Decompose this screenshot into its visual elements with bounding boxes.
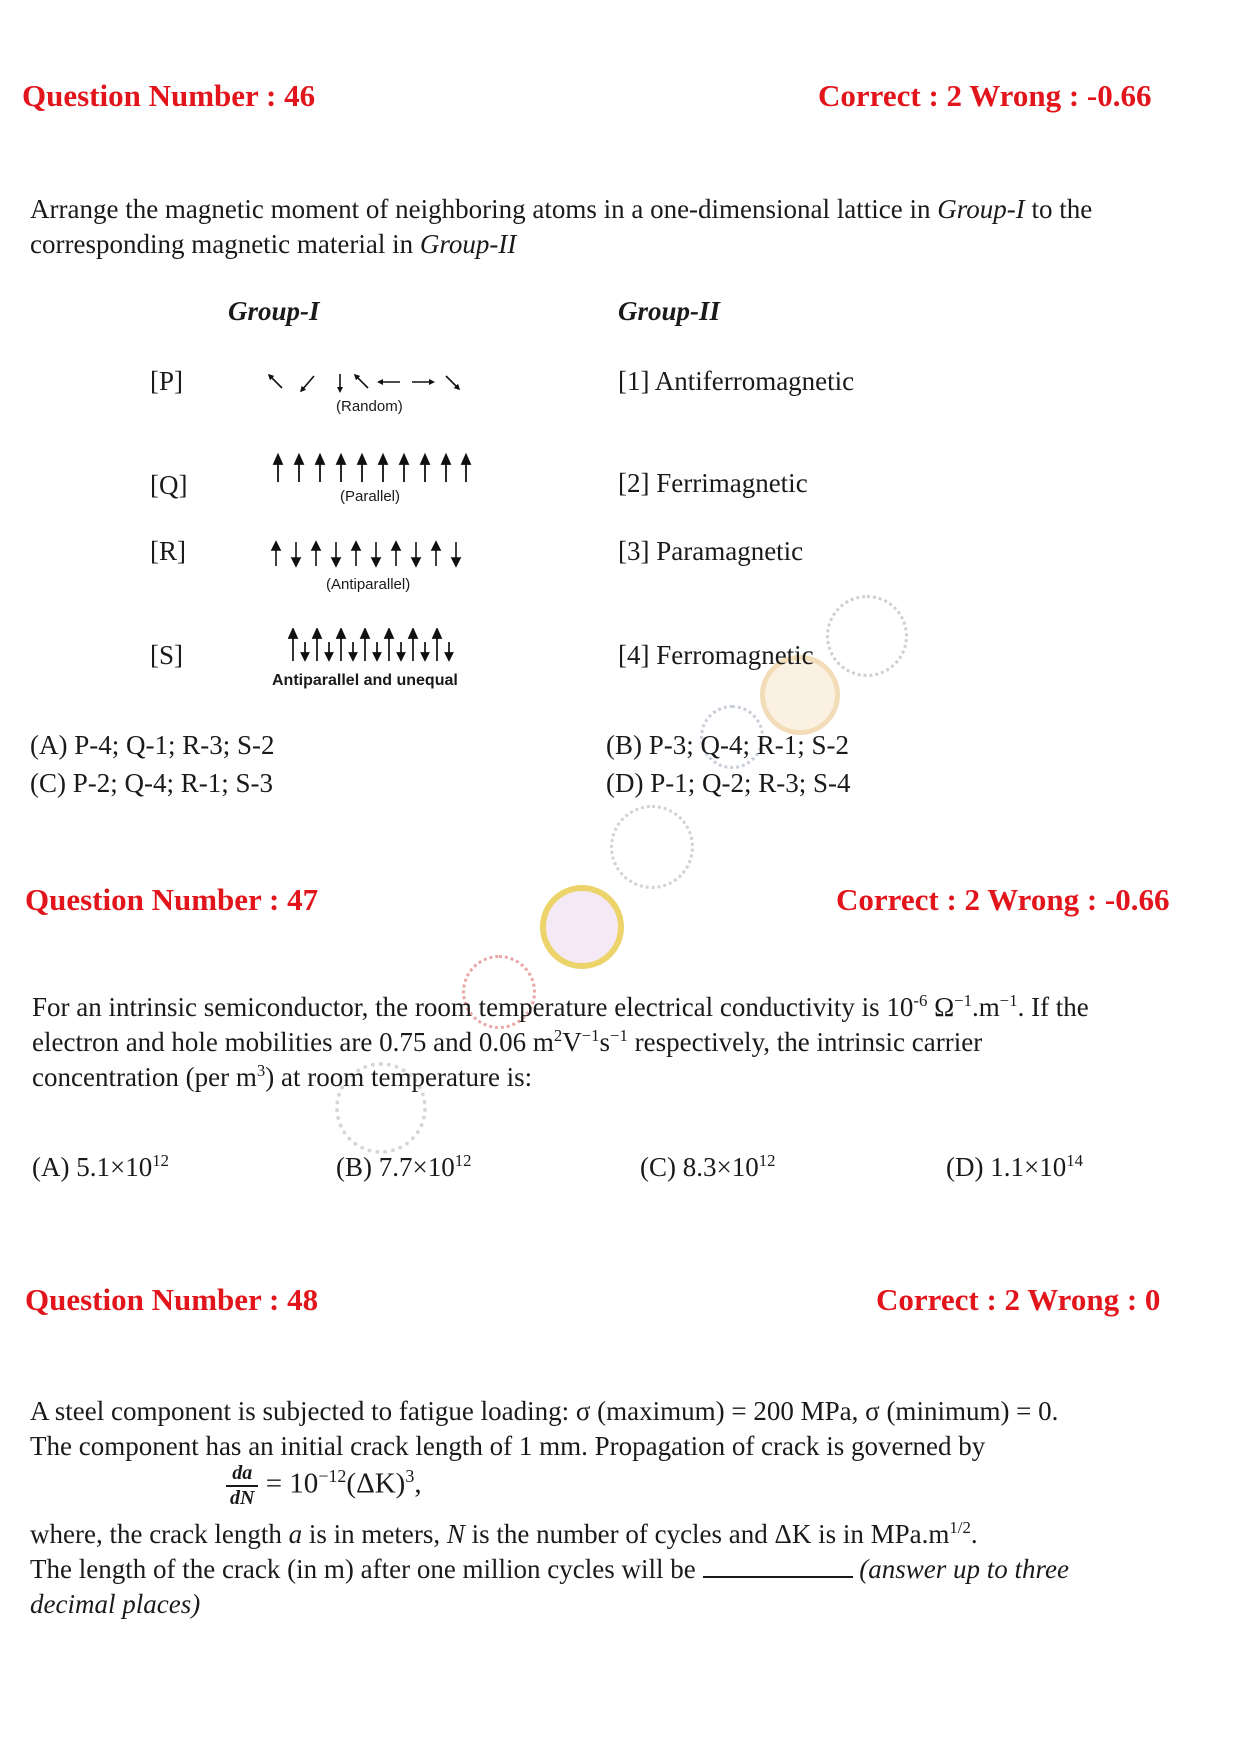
antiparallel-unequal-arrows-icon <box>288 628 464 664</box>
group-2-header: Group-II <box>618 296 721 326</box>
marks-48: Correct : 2 Wrong : 0 <box>876 1282 1161 1317</box>
q47-option-c[interactable]: (C) $8.3\times 10^{12}$ <box>640 1151 776 1182</box>
watermark-seal-icon <box>610 805 694 889</box>
question-number-46: Question Number : 46 <box>22 78 316 113</box>
row-label-p: [P] <box>150 366 183 396</box>
group-2-item-2: [2] Ferrimagnetic <box>618 468 808 498</box>
answer-blank[interactable] <box>703 1554 853 1578</box>
question-number-48: Question Number : 48 <box>25 1282 319 1317</box>
question-number-47: Question Number : 47 <box>25 882 319 917</box>
da-dn-fraction: $\frac{da}{dN}$ <box>226 1462 258 1510</box>
row-label-r: [R] <box>150 536 186 566</box>
row-label-s: [S] <box>150 640 183 670</box>
parallel-arrows-icon <box>270 452 475 486</box>
marks-46: Correct : 2 Wrong : -0.66 <box>818 78 1152 113</box>
row-label-q: [Q] <box>150 470 188 500</box>
crack-growth-equation: $\frac{da}{dN}$ = $10^{-12}(\Delta K)^3$, <box>226 1462 422 1510</box>
marks-47: Correct : 2 Wrong : -0.66 <box>836 882 1170 917</box>
caption-parallel: (Parallel) <box>340 488 401 505</box>
q47-option-b[interactable]: (B) $7.7\times 10^{12}$ <box>336 1151 472 1182</box>
antiparallel-arrows-icon <box>270 540 475 570</box>
q47-option-a[interactable]: (A) $5.1\times 10^{12}$ <box>32 1151 169 1182</box>
group-1-header: Group-I <box>228 296 320 326</box>
watermark-seal-icon <box>540 885 624 969</box>
question-47-stem: For an intrinsic semiconductor, the room temperature electrical conductivity is $10^{-6}$ $\Omega^{-1}.m^{-1}$. If the electron and hole mobilities are 0.75 and 0.06 $m^2V^{-1}s^{-1}$ respectively, the intrinsic carrier concentration (per $m^3$) at room temperature is: <box>32 991 1089 1092</box>
q46-option-a[interactable]: (A) P-4; Q-1; R-3; S-2 <box>30 730 275 760</box>
group-2-item-4: [4] Ferromagnetic <box>618 640 814 670</box>
watermark-seal-icon <box>826 595 908 677</box>
group-2-item-1: [1] Antiferromagnetic <box>618 366 855 396</box>
q46-option-b[interactable]: (B) P-3; Q-4; R-1; S-2 <box>606 730 849 760</box>
q46-option-d[interactable]: (D) P-1; Q-2; R-3; S-4 <box>606 768 851 798</box>
caption-antiparallel-unequal: Antiparallel and unequal <box>272 672 458 689</box>
question-48-stem-cont: where, the crack length a is in meters, N is the number of cycles and ΔK is in $MPa.m^{1/2}$. The length of the crack (in m) after one million cycles will be (answer up to three decimal places) <box>30 1518 1069 1619</box>
question-46-stem: Arrange the magnetic moment of neighboring atoms in a one-dimensional lattice in Group-I to the corresponding magnetic material in Group-II <box>30 194 1093 259</box>
caption-random: (Random) <box>336 398 403 415</box>
group-2-item-3: [3] Paramagnetic <box>618 536 804 566</box>
question-48-stem: A steel component is subjected to fatigue loading: σ (maximum) = 200 MPa, σ (minimum) = 0. The component has an initial crack length of 1 mm. Propagation of crack is governed by <box>30 1396 1059 1461</box>
q47-option-d[interactable]: (D) $1.1\times 10^{14}$ <box>946 1151 1083 1182</box>
q46-option-c[interactable]: (C) P-2; Q-4; R-1; S-3 <box>30 768 273 798</box>
caption-antiparallel: (Antiparallel) <box>326 576 411 593</box>
random-arrows-icon <box>262 368 477 396</box>
